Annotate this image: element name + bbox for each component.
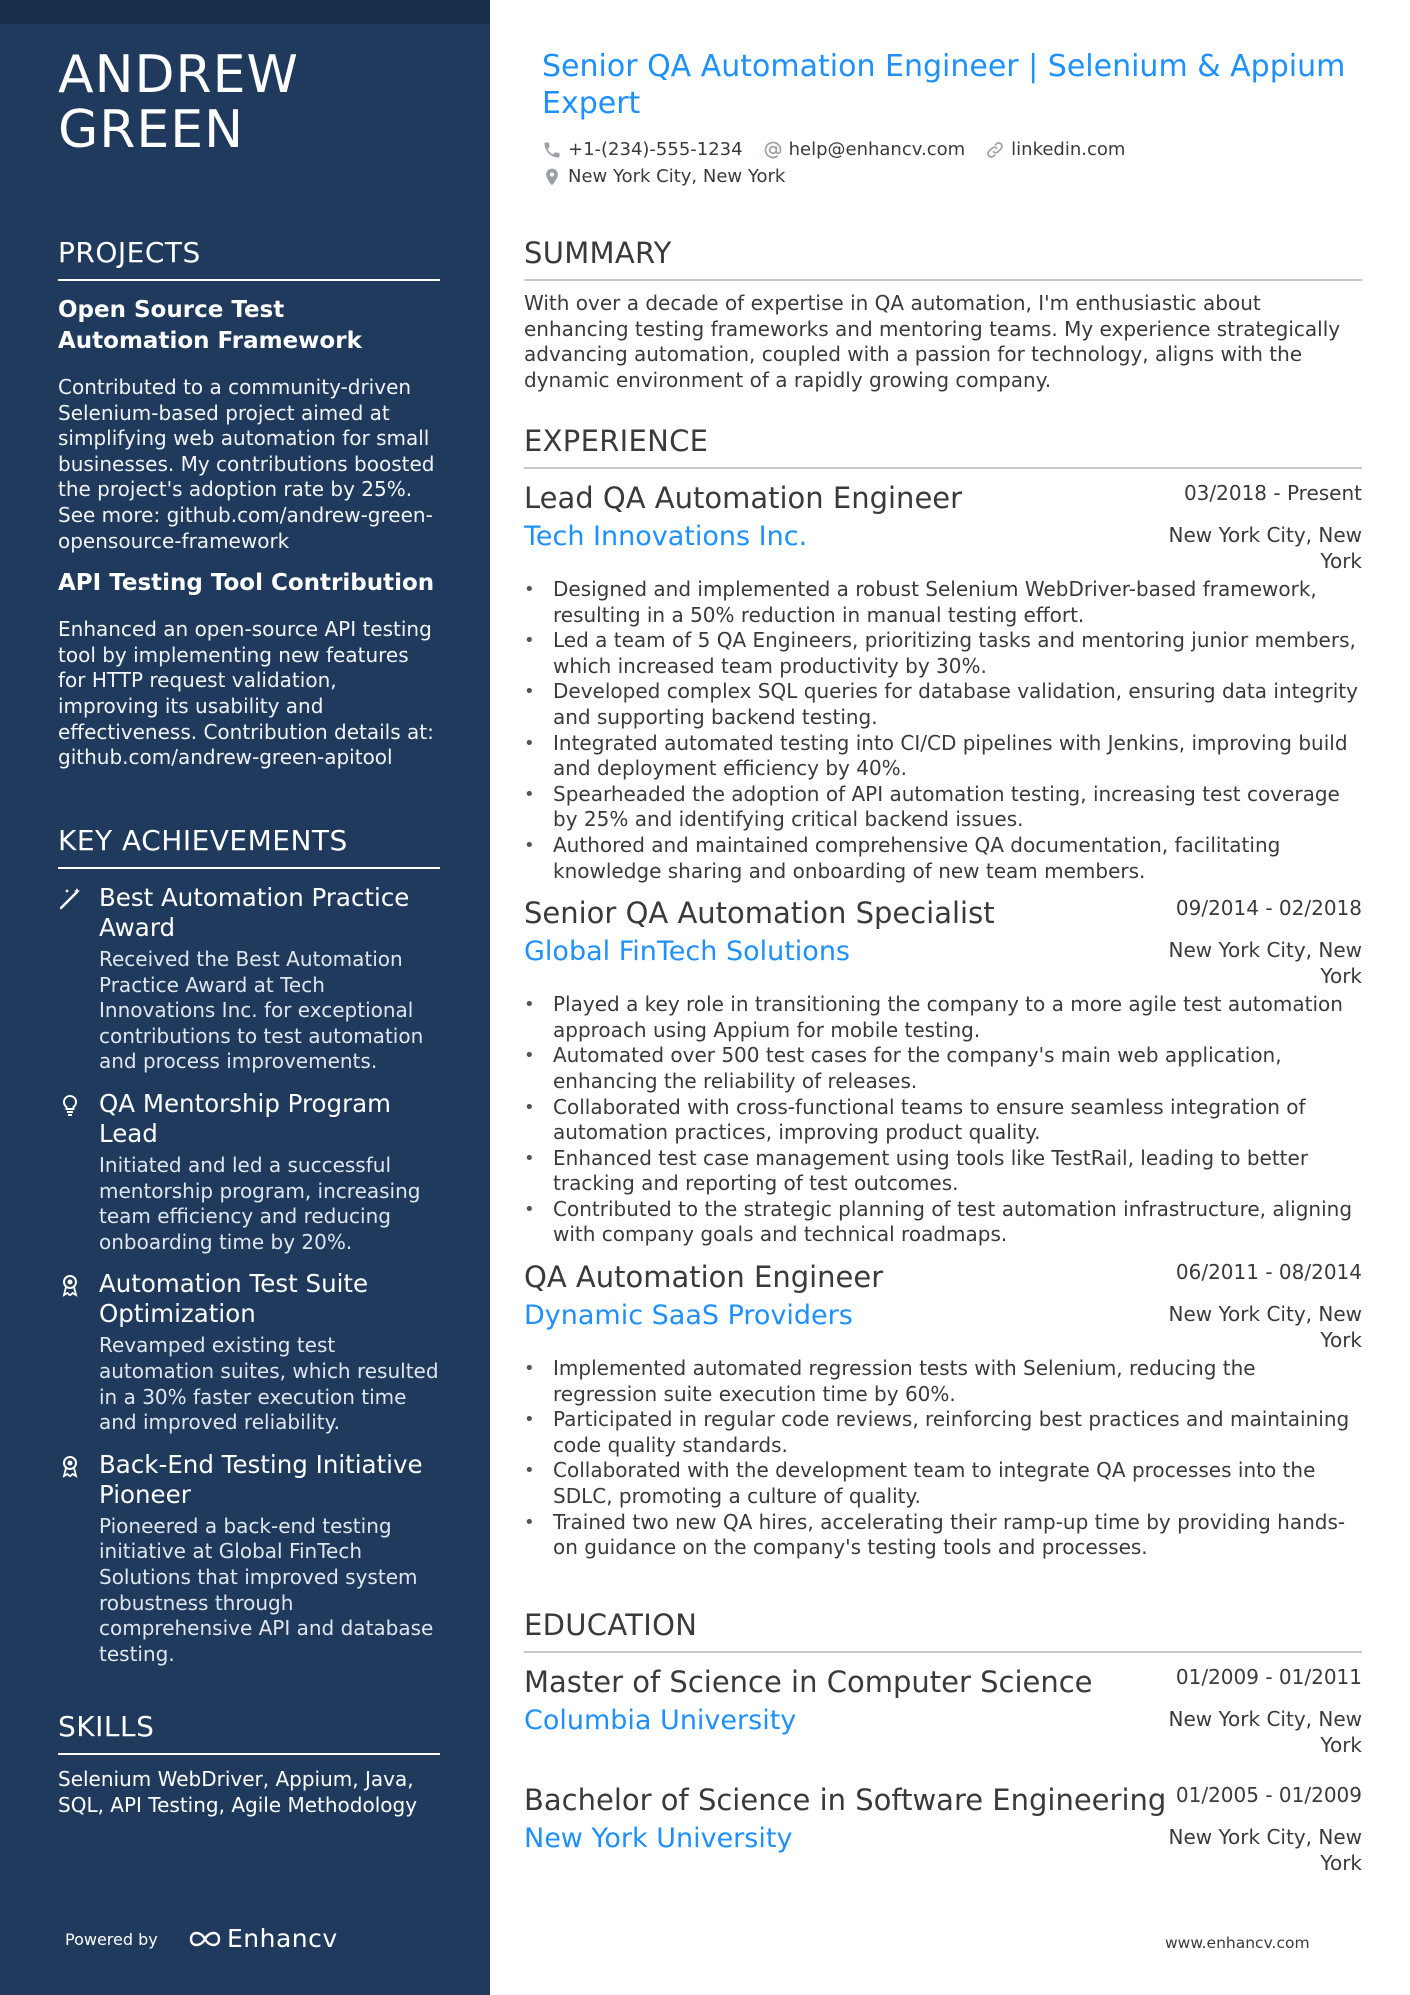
- project-item: [58, 295, 440, 554]
- list-item: • Implemented automated regression tests with Selenium, reducing the regression suite execution time by 60%.: [524, 1356, 1362, 1407]
- list-item: • Integrated automated testing into CI/CD pipelines with Jenkins, improving build and deployment efficiency by 40%.: [524, 731, 1362, 782]
- project-title: Open Source Test Automation Framework: [58, 297, 362, 354]
- company-name: Global FinTech Solutions: [524, 936, 851, 968]
- email-text: help@enhancv.com: [788, 139, 966, 160]
- company-name: Tech Innovations Inc.: [524, 521, 808, 552]
- education-section: [524, 1608, 1362, 1889]
- magic-wand-icon: [58, 887, 82, 911]
- achievement-description: Revamped existing test automation suites, which resulted in a 30% faster execution time and improved reliability.: [99, 1333, 439, 1435]
- sidebar: [0, 0, 490, 1995]
- experience-heading: EXPERIENCE: [524, 424, 1362, 469]
- job-title: QA Automation Engineer: [524, 1260, 884, 1295]
- job-bullets: [524, 992, 1362, 1248]
- job-location: New York City, New York: [1168, 1302, 1362, 1352]
- achievement-item: [58, 1089, 440, 1255]
- achievement-title: QA Mentorship Program Lead: [99, 1088, 392, 1148]
- name-first: ANDREW: [58, 45, 299, 105]
- project-description: Contributed to a community-driven Selenium-based project aimed at simplifying web automation for small businesses. My contributions boosted the project's adoption rate by 25%. See more: github.com/andrew-green-opensource-framework: [58, 375, 435, 553]
- location-text: New York City, New York: [568, 166, 786, 187]
- degree-title: Bachelor of Science in Software Engineering: [524, 1783, 1167, 1817]
- professional-title: Senior QA Automation Engineer | Selenium & Appium Expert: [542, 49, 1346, 121]
- projects-heading: PROJECTS: [58, 236, 440, 281]
- job-location: New York City, New York: [1168, 523, 1362, 573]
- experience-section: [524, 424, 1362, 1561]
- achievements-section: [58, 824, 440, 1667]
- school-name: New York University: [524, 1823, 793, 1854]
- contact-phone[interactable]: [542, 139, 743, 160]
- list-item: • Participated in regular code reviews, reinforcing best practices and maintaining code quality standards.: [524, 1407, 1362, 1458]
- project-title: API Testing Tool Contribution: [58, 570, 435, 597]
- list-item: • Enhanced test case management using tools like TestRail, leading to better tracking and reporting of test outcomes.: [524, 1146, 1362, 1197]
- job-entry: [524, 479, 1362, 884]
- project-description: Enhanced an open-source API testing tool by implementing new features for HTTP request validation, improving its usability and effectiveness. Contribution details at: github.com/andrew-green-apitool: [58, 617, 434, 770]
- list-item: • Designed and implemented a robust Selenium WebDriver-based framework, resulting in a 50% reduction in manual testing effort.: [524, 577, 1362, 628]
- achievement-description: Initiated and led a successful mentorship program, increasing team efficiency and reducing onboarding time by 20%.: [99, 1152, 421, 1254]
- powered-by-label: Powered by: [65, 1930, 158, 1949]
- at-sign-icon: [763, 140, 783, 160]
- contact-email[interactable]: [763, 139, 966, 160]
- education-entry: [524, 1781, 1362, 1889]
- job-location: New York City, New York: [1168, 938, 1362, 988]
- achievement-title: Best Automation Practice Award: [99, 883, 410, 942]
- job-entry: [524, 894, 1362, 1248]
- project-item: [58, 568, 440, 771]
- contact-linkedin[interactable]: [985, 139, 1125, 160]
- link-icon: [985, 140, 1005, 160]
- achievement-description: Received the Best Automation Practice Award at Tech Innovations Inc. for exceptional contributions to test automation and process improvements.: [99, 947, 424, 1074]
- job-bullets: [524, 1356, 1362, 1561]
- job-dates: 06/2011 - 08/2014: [1175, 1260, 1362, 1285]
- phone-text: +1-(234)-555-1234: [568, 139, 743, 160]
- school-location: New York City, New York: [1168, 1707, 1362, 1757]
- list-item: • Spearheaded the adoption of API automation testing, increasing test coverage by 25% and identifying critical backend issues.: [524, 782, 1362, 833]
- candidate-name: [58, 45, 299, 160]
- phone-icon: [542, 140, 562, 160]
- summary-section: [524, 236, 1362, 393]
- award-ribbon-icon: [58, 1454, 82, 1478]
- achievement-title: Back-End Testing Initiative Pioneer: [99, 1449, 423, 1509]
- job-dates: 09/2014 - 02/2018: [1175, 896, 1362, 921]
- list-item: • Developed complex SQL queries for database validation, ensuring data integrity and supporting backend testing.: [524, 679, 1362, 730]
- name-last: GREEN: [58, 100, 245, 160]
- location-pin-icon: [542, 167, 562, 187]
- education-dates: 01/2005 - 01/2009: [1175, 1783, 1362, 1807]
- achievement-item: [58, 1450, 440, 1668]
- job-entry: [524, 1258, 1362, 1561]
- list-item: • Authored and maintained comprehensive QA documentation, facilitating knowledge sharing and onboarding of new team members.: [524, 833, 1362, 884]
- company-name: Dynamic SaaS Providers: [524, 1300, 853, 1332]
- skills-heading: SKILLS: [58, 1710, 440, 1755]
- linkedin-text: linkedin.com: [1011, 139, 1126, 160]
- job-dates: 03/2018 - Present: [1183, 481, 1362, 505]
- list-item: • Collaborated with cross-functional teams to ensure seamless integration of automation practices, improving product quality.: [524, 1095, 1362, 1146]
- degree-title: Master of Science in Computer Science: [524, 1665, 1093, 1699]
- list-item: • Led a team of 5 QA Engineers, prioritizing tasks and mentoring junior members, which increased team productivity by 30%.: [524, 628, 1362, 679]
- school-name: Columbia University: [524, 1705, 797, 1736]
- job-title: Senior QA Automation Specialist: [524, 896, 995, 931]
- award-ribbon-icon: [58, 1273, 82, 1297]
- footer-website[interactable]: www.enhancv.com: [1165, 1934, 1310, 1952]
- achievements-heading: KEY ACHIEVEMENTS: [58, 824, 440, 869]
- skills-list: Selenium WebDriver, Appium, Java, SQL, API Testing, Agile Methodology: [58, 1767, 418, 1817]
- achievement-title: Automation Test Suite Optimization: [99, 1269, 369, 1329]
- school-location: New York City, New York: [1168, 1825, 1362, 1875]
- education-entry: [524, 1663, 1362, 1771]
- list-item: • Contributed to the strategic planning of test automation infrastructure, aligning with company goals and technical roadmaps.: [524, 1197, 1362, 1248]
- list-item: • Collaborated with the development team to integrate QA processes into the SDLC, promoting a culture of quality.: [524, 1458, 1362, 1509]
- job-title: Lead QA Automation Engineer: [524, 481, 963, 515]
- skills-section: [58, 1710, 440, 1818]
- contact-location: [542, 166, 785, 187]
- contact-info: [542, 136, 1362, 190]
- achievement-item: [58, 1269, 440, 1435]
- summary-text: With over a decade of expertise in QA automation, I'm enthusiastic about enhancing testing frameworks and mentoring teams. My experience strategically advancing automation, coupled with a passion for technology, aligns with the dynamic environment of a rapidly growing company.: [524, 291, 1341, 392]
- enhancv-brand: Enhancv: [227, 1924, 338, 1953]
- education-heading: EDUCATION: [524, 1608, 1362, 1653]
- job-bullets: [524, 577, 1362, 884]
- list-item: • Trained two new QA hires, accelerating their ramp-up time by providing hands-on guidance on the company's testing tools and processes.: [524, 1510, 1362, 1561]
- projects-section: [58, 236, 440, 771]
- list-item: • Automated over 500 test cases for the company's main web application, enhancing the reliability of releases.: [524, 1043, 1362, 1094]
- list-item: • Played a key role in transitioning the company to a more agile test automation approach using Appium for mobile testing.: [524, 992, 1362, 1043]
- main-content: [490, 0, 1410, 1995]
- sidebar-top-strip: [0, 0, 490, 24]
- education-dates: 01/2009 - 01/2011: [1175, 1665, 1362, 1689]
- lightbulb-icon: [58, 1093, 82, 1117]
- achievement-item: [58, 883, 440, 1075]
- achievement-description: Pioneered a back-end testing initiative at Global FinTech Solutions that improved system robustness through comprehensive API and database testing.: [99, 1513, 434, 1666]
- summary-heading: SUMMARY: [524, 236, 1362, 281]
